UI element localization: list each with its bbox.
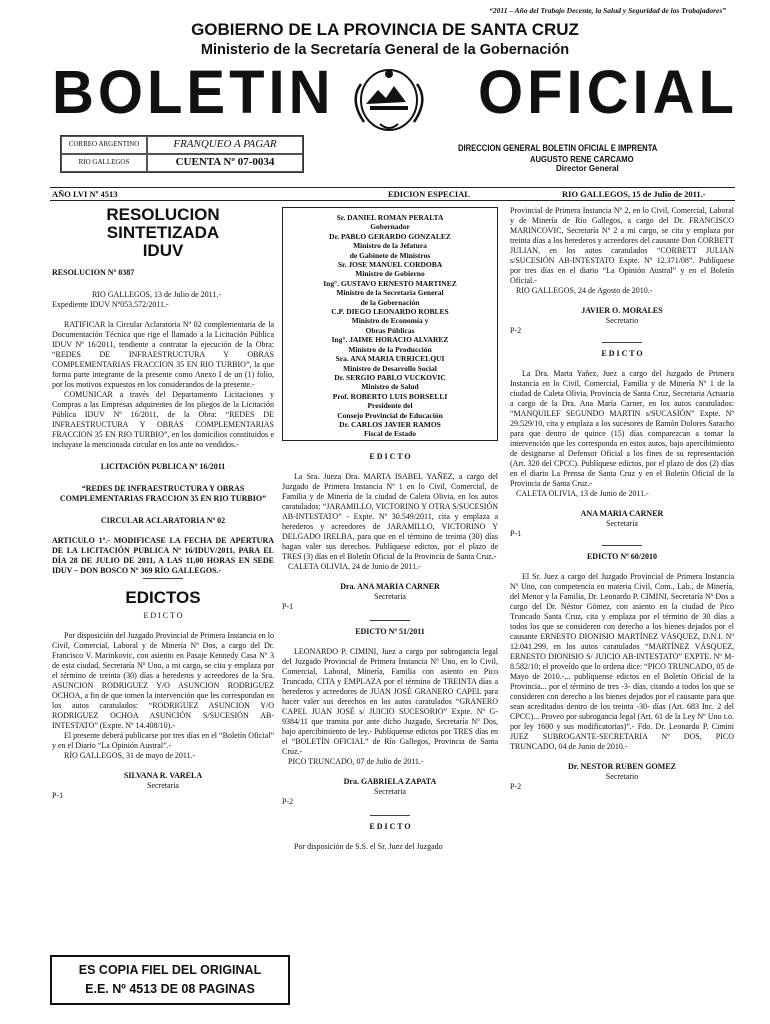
- authority-line: Ministro de Desarrollo Social: [343, 363, 437, 373]
- divider: [602, 545, 642, 546]
- edicto-1-ref: P-1: [282, 602, 294, 611]
- edicto-60-label: EDICTO Nº 60/2010: [586, 552, 658, 561]
- authority-line: Ministro de la Secretaría General: [336, 288, 444, 298]
- authority-line: Dr. SERGIO PABLO VUCKOVIC: [334, 372, 446, 382]
- authority-line: Ministro de Gobierno: [355, 269, 425, 279]
- issue-number: AÑO LVI Nº 4513: [52, 189, 118, 199]
- signature-name: SILVANA R. VARELA: [123, 771, 203, 780]
- government-title: GOBIERNO DE LA PROVINCIA DE SANTA CRUZ: [191, 20, 579, 39]
- divider: [602, 342, 642, 343]
- authority-line: Gobernador: [370, 222, 410, 232]
- p1-body: Provincial de Primera Instancia Nº 2, en lo Civil, Comercial, Laboral y de Minería de Río Gallegos, a cargo del Dr. FRANCISCO MARINCOVIC, Secretaría Nº 2 a mi cargo, se cita y emplaza por treinta días a los herederos y acreedores del causante Don CORBETT JULIAN, en los autos caratulados “CORBETT JULIAN s/SUCESIÓN AB-INTESTATO Expte. Nº 12.371/08”. Publíquese por tres días en el diario “La Opinión Austral” y en el Boletín Oficial.-: [510, 206, 734, 285]
- column-2: [282, 452, 498, 852]
- authority-line: Ministro de Salud: [361, 382, 419, 392]
- edicto-label: E D I C T O: [369, 452, 411, 461]
- certified-copy-stamp: [50, 955, 290, 1005]
- res-heading-2: SINTETIZADA: [106, 223, 220, 242]
- masthead-left: BOLETIN: [52, 58, 335, 127]
- edicto-2-ref: P-2: [282, 797, 294, 806]
- edicto-label: E D I C T O: [601, 349, 643, 358]
- res-body-2: COMUNICAR a través del Departamento Licitaciones y Compras a las Empresas adquirentes de los pliegos de la Licitación Pública IDUV Nº 16/2011, de la Obra: “REDES DE INFRAESTRUCTURA Y OBRAS COMPLEMENTARIAS FRACCION 35 EN RIO TURBIO”, en los domicilios constituidos e incluyase la mencionada circular en los ante no vendidos.-: [52, 390, 274, 449]
- stamp-line-2: E.E. Nº 4513 DE 08 PAGINAS: [85, 982, 255, 996]
- divider: [143, 578, 183, 579]
- authority-line: de la Gobernación: [360, 297, 420, 307]
- ministry-subtitle: Ministerio de la Secretaría General de la Gobernación: [200, 42, 570, 58]
- edicto-date: CALETA OLIVIA, 13 de Junio de 2011.-: [516, 489, 649, 498]
- column-1: [52, 206, 274, 801]
- authority-line: Fiscal de Estado: [363, 429, 417, 439]
- edicto-60-ref: P-2: [510, 782, 522, 791]
- signature-ref: P-1: [52, 791, 64, 800]
- edicto-title: Secretaria: [606, 519, 638, 528]
- edicto-1-body: La Sra. Jueza Dra. MARTA ISABEL YAÑEZ, a cargo del Juzgado de Primera Instancia Nº 1 en lo Civil, Comercial, de Familia y de Minería de la ciudad de Caleta Olivia, en los autos caratulados: “JARAMILLO, VICTORINO Y OTRA S/SUCESIÓN AB-INTESTATO” - Expte. Nº 30.549/2011, cita y emplaza a herederos y acreedores de JARAMILLO, VICTORINO Y DELGADO IRELBA, para que en el término de treinta (30) días hagan valer sus derechos. Publíquese edictos, por el plazo de TRES (3) días en el Boletín Oficial de la Provincia de Santa Cruz.-: [282, 472, 498, 561]
- edicto-2-body: LEONARDO P. CIMINI, Juez a cargo por subrogancia legal del Juzgado Provincial de Primera Instancia Nº Uno, en lo Civil, Comercial, Laboral, Minería, Familia con asiento en Pico Truncado, CITA y EMPLAZA por el término de TREINTA días a herederos y acreedores de JUAN JOSÉ GRANERO CAPEL para hacer valer sus derechos en los autos caratulados “GRANERO CAPEL JUAN JOSÉ s/ JUICIO SUCESORIO” Expte. Nº G-9384/11 que tramita por ante dicho Juzgado, Secretaría Nº Dos, bajo apercibimiento de ley.- Publíquense edictos por TRES días en el “BOLETÍN OFICIAL” de Río Gallegos, Provincia de Santa Cruz.-: [282, 647, 498, 756]
- issue-date: RIO GALLEGOS, 15 de Julio de 2011.-: [562, 189, 706, 199]
- authorities-box: [282, 207, 498, 441]
- edicto-3-label: E D I C T O: [369, 822, 411, 831]
- res-body-1: RATIFICAR la Circular Aclaratoria Nº 02 complementaria de la Documentación Técnica que rige el llamado a la Licitación Pública IDUV Nº 16/2011, tendiente a contratar la ejecución de la Obra: “REDES DE INFRAESTRUCTURA Y OBRAS COMPLEMENTARIAS FRACCION 35 EN RIO TURBIO”, la que forma parte integrante de la presente como Anexo I de un (1) folio, por los motivos expuestos en los considerandos de la presente.-: [52, 320, 274, 389]
- authority-line: Ministro de la Producción: [348, 344, 432, 354]
- direction-line: DIRECCION GENERAL BOLETIN OFICIAL E IMPRENTA: [458, 143, 658, 153]
- edicto-label: E D I C T O: [143, 611, 183, 620]
- divider: [370, 620, 410, 621]
- p1-ref: P-2: [510, 326, 522, 335]
- p1-title: Secretario: [605, 316, 639, 325]
- postal-correo: CORREO ARGENTINO: [61, 136, 147, 154]
- postal-cuenta: CUENTA Nº 07-0034: [147, 154, 303, 172]
- edicto-body: Por disposición del Juzgado Provincial de Primera Instancia en lo Civil, Comercial, Laboral y de Minería Nº Dos, a cargo del Dr. Francisco V. Marinkovic, con asiento en Pasaje Kennedy Casa Nº 3 de esta ciudad, Secretaría Nº Uno, a mi cargo, se cita y emplaza por el término de treinta (30) días a herederos y acreedores de la Sra. ASUNCION RODRIGUEZ Y/O ASUNCION RODRIGUEZ OCHOA, a fin de que tomen la intervención que les correspondan en los autos caratulados: “RODRIGUEZ ASUNCION Y/O RODRIGUEZ OCHOA ASUNCIÓN S/SUCESIÓN AB-INTESTATO” (Expte. Nº 14.408/10).-: [52, 631, 274, 730]
- edicto-body-2: El presente deberá publicarse por tres días en el “Boletín Oficial” y en el Diario “La Opinión Austral”.-: [52, 731, 274, 750]
- postal-city: RIO GALLEGOS: [61, 154, 147, 172]
- province-seal-icon: [344, 64, 434, 136]
- p1-date: RIO GALLEGOS, 24 de Agosto de 2010.-: [516, 286, 653, 295]
- postal-franqueo: FRANQUEO A PAGAR: [147, 136, 303, 154]
- director-title: Director General: [556, 164, 619, 173]
- stamp-line-1: ES COPIA FIEL DEL ORIGINAL: [78, 963, 262, 977]
- edicto-ref: P-1: [510, 529, 522, 538]
- edicto-signature: ANA MARIA CARNER: [580, 509, 664, 518]
- p1-signature: JAVIER O. MORALES: [581, 306, 663, 315]
- authority-line: de Gabinete de Ministros: [349, 250, 431, 260]
- edicto-2-label: EDICTO Nº 51/2011: [355, 627, 425, 636]
- authority-line: Dr. PABLO GERARDO GONZALEZ: [329, 231, 451, 241]
- res-heading-3: IDUV: [142, 241, 184, 260]
- edicto-60-body: El Sr. Juez a cargo del Juzgado Provincial de Primera Instancia Nº Uno, con competencia en materia Civil, Com., Lab., de Minería, del Menor y la Familia, Dr. Leonardo P. CIMINI, Secretaría Nº Dos a cargo del Dr. Néstor Gómez, con asiento en la ciudad de Pico Truncado Santa Cruz, cita y emplaza por el término de 30 días a todos los que se consideren con derecho a los bienes dejados por el causante ERNESTO DIONISIO MARTÍNEZ VÁSQUEZ, D.N.I. Nº 12.041.299, en los autos caratulados “MARTÍNEZ VÁSQUEZ, ERNESTO DIONISIO S/ JUICIO AB-INTESTATO” EXPTE. Nº M-8.582/10; el proveído que lo ordena dice: “PICO TRUNCADO, 05 de Mayo de 2010.-... publíquense edictos en el Boletín Oficial de la Provincia... por el término de tres -3- días, citando a todos los que se consideren con derecho a los bienes dejados por el causante para que sean acreditados dentro de los treinta -30- días (Art. 683 Inc. 2 del CPCC)... Proveo por subrogancia legal (Art. 61 de la Ley Nº Uno t.o. por ley 1600 y sus modificatorias)”.- Fdo. Dr. Leonardo P. Cimini JUEZ SUBROGANTE-SECRETARIA Nº DOS, PICO TRUNCADO, 04 de Junio de 2010.-: [510, 572, 734, 751]
- director-name: AUGUSTO RENE CARCAMO: [530, 154, 634, 164]
- res-date: RIO GALLEGOS, 13 de Julio de 2011.-: [92, 290, 222, 299]
- edicto-date: RÍO GALLEGOS, 31 de mayo de 2011.-: [64, 751, 196, 760]
- motto: “2011 – Año del Trabajo Decente, la Salud y Seguridad de los Trabajadores”: [489, 6, 726, 15]
- edictos-heading: EDICTOS: [125, 588, 201, 607]
- lic-title: LICITACIÓN PUBLICA Nº 16/2011: [100, 462, 226, 471]
- issue-bar: [50, 187, 735, 201]
- signature-title: Secretaria: [147, 781, 179, 790]
- edition-label: EDICION ESPECIAL: [388, 189, 470, 199]
- circular-title: CIRCULAR ACLARATORIA Nº 02: [100, 516, 226, 525]
- res-number: RESOLUCION Nº 0387: [52, 268, 135, 277]
- authority-line: Obras Públicas: [365, 325, 415, 335]
- authority-line: Presidente del: [367, 401, 413, 411]
- authority-line: Sr. JOSE MANUEL CORDOBA: [337, 260, 443, 270]
- authority-line: Prof. ROBERTO LUIS BORSELLI: [332, 391, 448, 401]
- authority-line: Ing°. GUSTAVO ERNESTO MARTINEZ: [323, 278, 457, 288]
- edicto-3-body: Por disposición de S.S. el Sr. Juez del Juzgado: [294, 842, 443, 851]
- authority-line: Ing°. JAIME HORACIO ALVAREZ: [331, 335, 449, 345]
- authority-line: Ministro de la Jefatura: [353, 241, 427, 251]
- edicto-1-signature: Dra. ANA MARIA CARNER: [340, 582, 440, 591]
- authority-line: Sr. DANIEL ROMAN PERALTA: [336, 213, 444, 222]
- edicto-2-date: PICO TRUNCADO, 07 de Julio de 2011.-: [288, 757, 424, 766]
- authority-line: Sra. ANA MARIA URRICELQUI: [335, 354, 445, 364]
- divider: [370, 815, 410, 816]
- res-heading-1: RESOLUCION: [106, 205, 220, 224]
- edicto-1-title: Secretaria: [374, 592, 406, 601]
- edicto-2-signature: Dra. GABRIELA ZAPATA: [343, 777, 437, 786]
- authority-line: Ministro de Economía y: [351, 316, 429, 326]
- column-3: [510, 206, 734, 792]
- lic-obra: “REDES DE INFRAESTRUCTURA Y OBRAS COMPLEMENTARIAS FRACCION 35 EN RIO TURBIO”: [59, 484, 267, 503]
- res-expediente: Expediente IDUV Nº053.572/2011.-: [52, 300, 169, 309]
- articulo-text: ARTICULO 1º.- MODIFICASE LA FECHA DE APERTURA DE LA LICITACIÓN PUBLICA Nº 16/IDUV/2011, PARA EL DÍA 28 DE JULIO DE 2011, A LAS 11,00 HORAS EN SEDE IDUV – DON BOSCO Nº 369 RÍO GALLEGOS.-: [52, 536, 274, 575]
- authority-line: C.P. DIEGO LEONARDO ROBLES: [331, 307, 449, 317]
- masthead-right: OFICIAL: [478, 58, 738, 127]
- authority-line: Consejo Provincial de Educación: [337, 410, 443, 420]
- edicto-60-signature: Dr. NESTOR RUBEN GOMEZ: [567, 762, 677, 771]
- postal-box: [60, 135, 304, 173]
- edicto-60-title: Secretario: [605, 772, 639, 781]
- edicto-2-title: Secretaria: [374, 787, 406, 796]
- authority-line: Dr. CARLOS JAVIER RAMOS: [339, 419, 441, 429]
- edicto-body: La Dra. Marta Yañez, Juez a cargo del Juzgado de Primera Instancia en lo Civil, Comercial, Familia y de Minería Nº 1 de la ciudad de Caleta Olivia, Provincia de Santa Cruz, Secretaria Actuaria a cargo de la Dra. Ana María Carner, en los autos caratulados: “MANQUILEF SEGUNDO MARTIN s/SUCASIÓN” Expte. Nº 29.529/10, cita y emplaza a los sucesores de Ramón Dolores Saracho para que dentro de quince (15) días comparezcan a tomar la intervención que les corresponda en estos autos, bajo apercibimiento de designarse al Defensor Oficial a los fines de su representación (Art. 320 del CPCC). Publíquese edictos, por el plazo de dos (2) días en el diario La Prensa de Santa Cruz y en el Boletín Oficial de la Provincia de Santa Cruz.-: [510, 369, 734, 488]
- edicto-1-date: CALETA OLIVIA, 24 de Junio de 2011.-: [288, 562, 421, 571]
